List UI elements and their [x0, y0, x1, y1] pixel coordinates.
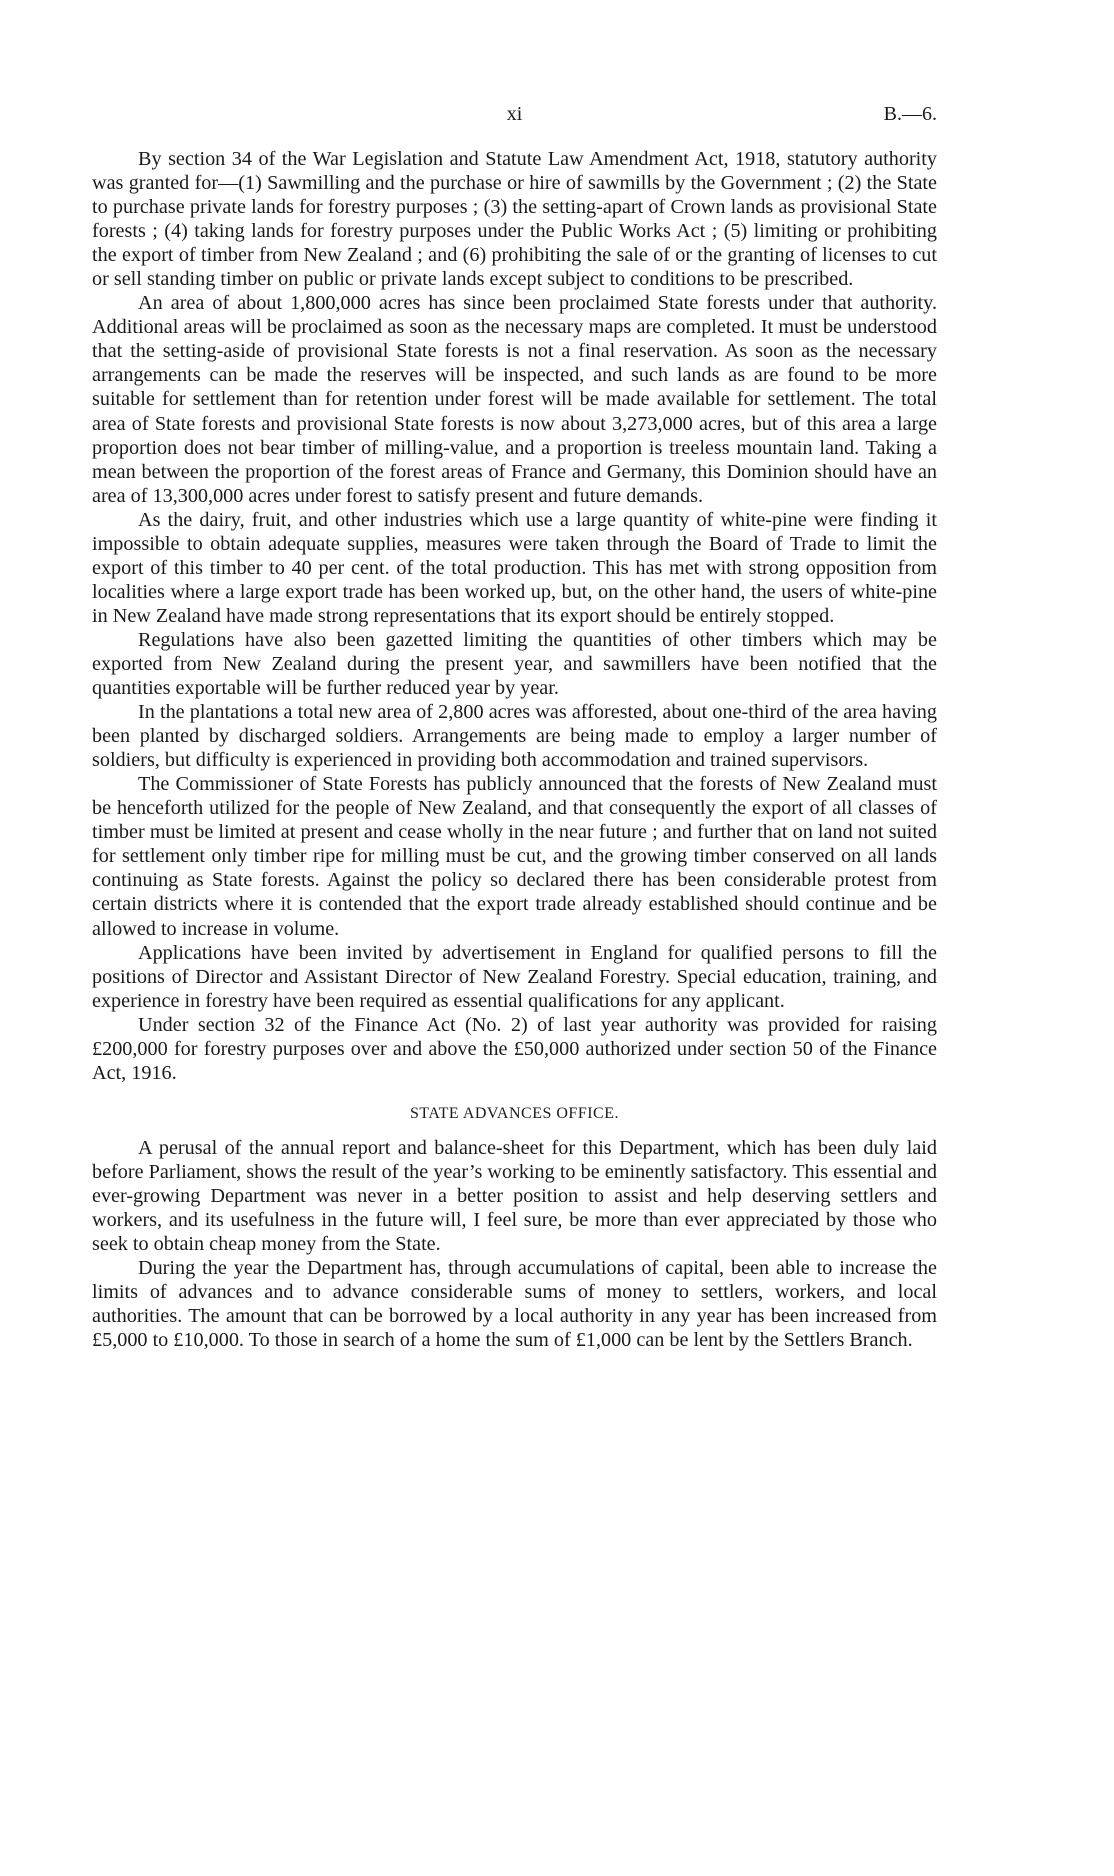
- page-header: [92, 103, 937, 133]
- paragraph-white-pine-export: As the dairy, fruit, and other industries which use a large quantity of white-pine were finding it impossible to obtain adequate supplies, measures were taken through the Board of Trade to limit the export of this timber to 40 per cent. of the total production. This has met with strong opposition from localities where a large export trade has been worked up, but, on the other hand, the users of white-pine in New Zealand have made strong representations that its export should be entirely stopped.: [92, 508, 937, 627]
- paragraph-finance-act: Under section 32 of the Finance Act (No. 2) of last year authority was provided for raising £200,000 for forestry purposes over and above the £50,000 authorized under section 50 of the Finance Act, 1916.: [92, 1013, 937, 1084]
- page-number: xi: [506, 103, 523, 125]
- paragraph-director-applications: Applications have been invited by advertisement in England for qualified persons to fill the positions of Director and Assistant Director of New Zealand Forestry. Special education, training, and experience in forestry have been required as essential qualifications for any applicant.: [92, 941, 937, 1012]
- section-heading-state-advances: STATE ADVANCES OFFICE.: [409, 1104, 619, 1122]
- paragraph-advances-limits: During the year the Department has, through accumulations of capital, been able to increase the limits of advances and to advance considerable sums of money to settlers, workers, and local authorities. The amount that can be borrowed by a local authority in any year has been increased from £5,000 to £10,000. To those in search of a home the sum of £1,000 can be lent by the Settlers Branch.: [92, 1257, 937, 1352]
- paragraph-proclaimed-areas: An area of about 1,800,000 acres has since been proclaimed State forests under that authority. Additional areas will be proclaimed as soon as the necessary maps are completed. It must be understood that the setting-aside of provisional State forests is not a final reservation. As soon as the necessary arrangements can be made the reserves will be inspected, and such lands as are found to be more suitable for settlement than for retention under forest will be made available for settlement. The total area of State forests and provisional State forests is now about 3,273,000 acres, but of this area a large proportion does not bear timber of milling-value, and a proportion is treeless mountain land. Taking a mean between the proportion of the forest areas of France and Germany, this Dominion should have an area of 13,300,000 acres under forest to satisfy present and future demands.: [92, 292, 937, 507]
- body-text: [92, 147, 937, 1352]
- paragraph-plantations: In the plantations a total new area of 2,800 acres was afforested, about one-third of the area having been planted by discharged soldiers. Arrangements are being made to employ a larger number of soldiers, but difficulty is experienced in providing both accommodation and trained supervisors.: [92, 701, 937, 772]
- paragraph-timber-regulations: Regulations have also been gazetted limiting the quantities of other timbers which may be exported from New Zealand during the present year, and sawmillers have been notified that the quantities exportable will be further reduced year by year.: [92, 628, 937, 700]
- paragraph-commissioner-policy: The Commissioner of State Forests has publicly announced that the forests of New Zealand must be henceforth utilized for the people of New Zealand, and that consequently the export of all classes of timber must be limited at present and cease wholly in the near future ; and further that on land not suited for settlement only timber ripe for milling must be cut, and the growing timber conserved on all lands continuing as State forests. Against the policy so declared there has been considerable protest from certain districts where it is contended that the export trade already established should continue and be allowed to increase in volume.: [92, 773, 937, 940]
- paragraph-forestry-authority: By section 34 of the War Legislation and Statute Law Amendment Act, 1918, statutory authority was granted for—(1) Sawmilling and the purchase or hire of sawmills by the Government ; (2) the State to purchase private lands for forestry purposes ; (3) the setting-apart of Crown lands as provisional State forests ; (4) taking lands for forestry purposes under the Public Works Act ; (5) limiting or prohibiting the export of timber from New Zealand ; and (6) prohibiting the sale of or the granting of licenses to cut or sell standing timber on public or private lands except subject to conditions to be prescribed.: [92, 148, 937, 291]
- document-reference: B.—6.: [883, 103, 937, 125]
- paragraph-annual-report: A perusal of the annual report and balance-sheet for this Department, which has been duly laid before Parliament, shows the result of the year’s working to be eminently satisfactory. This essential and ever-growing Department was never in a better position to assist and help deserving settlers and workers, and its usefulness in the future will, I feel sure, be more than ever appreciated by those who seek to obtain cheap money from the State.: [92, 1136, 937, 1256]
